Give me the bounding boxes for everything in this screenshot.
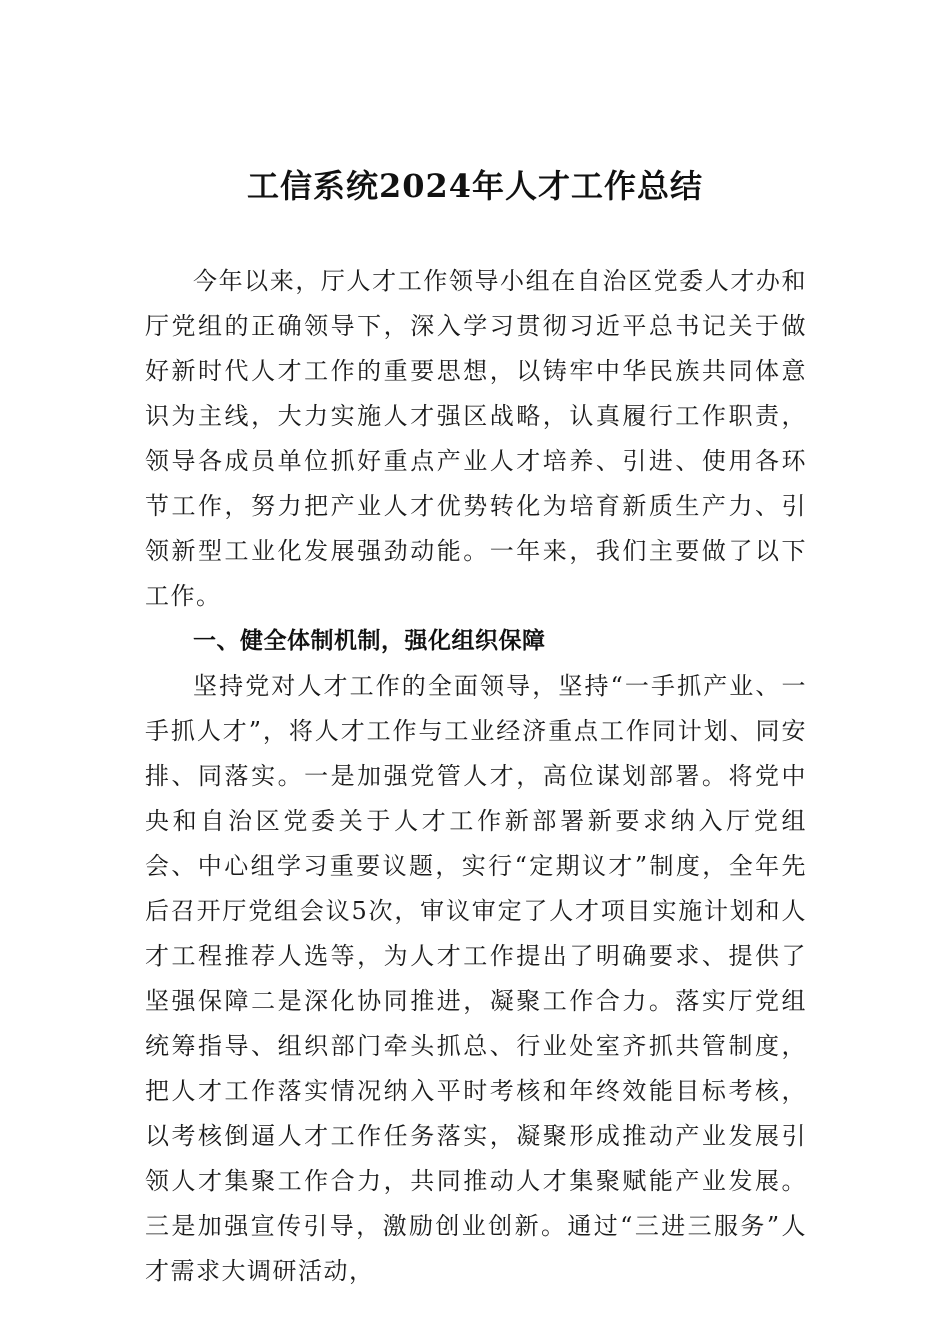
document-title: 工信系统2024年人才工作总结 (246, 167, 704, 205)
section-paragraph: 坚持党对人才工作的全面领导，坚持“一手抓产业、一手抓人才”，将人才工作与工业经济重点工作同计划、同安排、同落实。一是加强党管人才，高位谋划部署。将党中央和自治区党委关于人才工作新部署新要求纳入厅党组会、中心组学习重要议题，实行“定期议才”制度，全年先后召开厅党组会议5次，审议审定了人才项目实施计划和人才工程推荐人选等，为人才工作提出了明确要求、提供了坚强保障二是深化协同推进，凝聚工作合力。落实厅党组统筹指导、组织部门牵头抓总、行业处室齐抓共管制度，把人才工作落实情况纳入平时考核和年终效能目标考核，以考核倒逼人才工作任务落实，凝聚形成推动产业发展引领人才集聚工作合力，共同推动人才集聚赋能产业发展。三是加强宣传引导，激励创业创新。通过“三进三服务”人才需求大调研活动， (145, 672, 807, 1285)
section-heading: 一、健全体制机制，强化组织保障 (193, 628, 546, 654)
intro-paragraph: 今年以来，厅人才工作领导小组在自治区党委人才办和厅党组的正确领导下，深入学习贯彻习近平总书记关于做好新时代人才工作的重要思想，以铸牢中华民族共同体意识为主线，大力实施人才强区战略，认真履行工作职责，领导各成员单位抓好重点产业人才培养、引进、使用各环节工作，努力把产业人才优势转化为培育新质生产力、引领新型工业化发展强劲动能。一年来，我们主要做了以下工作。 (145, 267, 807, 610)
document-body (145, 259, 807, 1294)
